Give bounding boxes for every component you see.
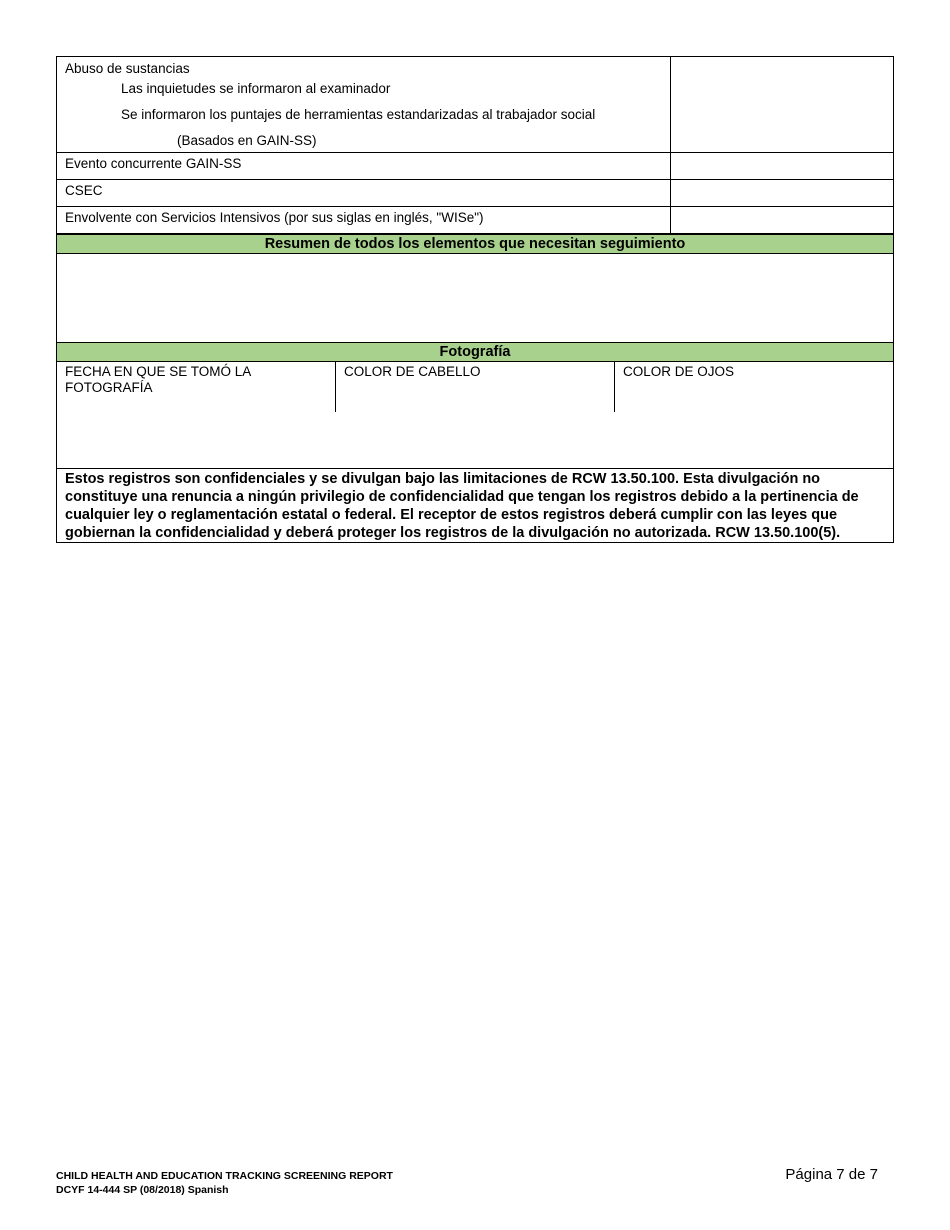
report-title: CHILD HEALTH AND EDUCATION TRACKING SCREENING REPORT	[56, 1170, 393, 1182]
hair-color-label: COLOR DE CABELLO	[344, 364, 481, 379]
summary-header: Resumen de todos los elementos que necesitan seguimiento	[57, 233, 893, 254]
hair-color-field[interactable]	[336, 362, 615, 412]
form-table	[56, 56, 894, 543]
eye-color-field[interactable]	[615, 362, 893, 412]
csec-answer[interactable]	[671, 180, 893, 206]
wise-answer[interactable]	[671, 207, 893, 233]
footer-left	[56, 1169, 393, 1197]
wise-label: Envolvente con Servicios Intensivos (por sus siglas en inglés, "WISe")	[57, 207, 671, 233]
substance-scores-text: Se informaron los puntajes de herramientas estandarizadas al trabajador social	[121, 107, 596, 122]
substance-abuse-title: Abuso de sustancias	[65, 61, 190, 76]
eye-color-label: COLOR DE OJOS	[623, 364, 735, 379]
form-id: DCYF 14-444 SP (08/2018) Spanish	[56, 1184, 229, 1196]
substance-abuse-cell	[57, 57, 671, 152]
photo-date-field[interactable]	[57, 362, 336, 412]
csec-row	[57, 180, 893, 207]
confidentiality-notice: Estos registros son confidenciales y se divulgan bajo las limitaciones de RCW 13.50.100. Esta divulgación no constituye una renuncia a ningún privilegio de confidencialidad que tengan los registros debido a la pertinencia de cualquier ley o reglamentación estatal o federal. El receptor de estos registros deberá cumplir con las leyes que gobiernan la confidencialidad y deberá proteger los registros de la divulgación no autorizada. RCW 13.50.100(5).	[65, 471, 859, 541]
csec-label: CSEC	[57, 180, 671, 206]
substance-gain-note: (Basados en GAIN-SS)	[177, 133, 317, 148]
photo-date-label: FECHA EN QUE SE TOMÓ LA FOTOGRAFÍA	[65, 364, 251, 395]
photo-details-row	[57, 362, 893, 469]
substance-concerns-text: Las inquietudes se informaron al examinador	[121, 81, 391, 96]
gain-ss-row	[57, 153, 893, 180]
page-number: Página 7 de 7	[785, 1166, 878, 1183]
wise-row	[57, 207, 893, 233]
summary-field[interactable]	[57, 254, 893, 343]
substance-abuse-answer[interactable]	[671, 57, 893, 152]
gain-ss-label: Evento concurrente GAIN-SS	[57, 153, 671, 179]
gain-ss-answer[interactable]	[671, 153, 893, 179]
substance-abuse-row	[57, 57, 893, 153]
photo-header: Fotografía	[57, 343, 893, 362]
